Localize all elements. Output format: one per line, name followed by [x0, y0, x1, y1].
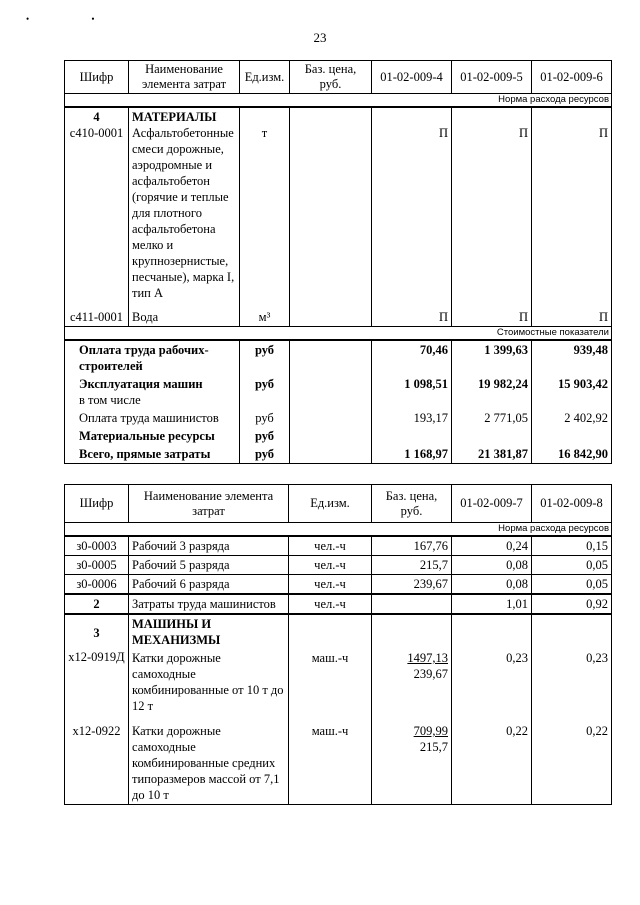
- table-row: [65, 649, 612, 722]
- machine-operator-price: 239,67: [413, 667, 448, 681]
- cost-subtitle: в том числе: [79, 393, 141, 407]
- cost-value: 15 903,42: [532, 375, 612, 409]
- table-row: [65, 340, 612, 375]
- cost-name: Оплата труда машинистов: [65, 409, 240, 427]
- table-row: [65, 536, 612, 556]
- cost-value: 2 402,92: [532, 409, 612, 427]
- cost-value: 1 399,63: [452, 340, 532, 375]
- item-unit: т: [240, 107, 290, 308]
- cost-value: 70,46: [372, 340, 452, 375]
- item-value: П: [532, 107, 612, 308]
- table-row: [65, 409, 612, 427]
- header-code: Шифр: [65, 61, 129, 94]
- operators-value: 0,92: [532, 594, 612, 614]
- machine-name: Катки дорожные самоходные комбинированные от 10 т до 12 т: [129, 649, 289, 722]
- cost-value: 939,48: [532, 340, 612, 375]
- machine-value: 0,23: [452, 649, 532, 722]
- section-title: МАТЕРИАЛЫ: [132, 110, 217, 124]
- worker-price: 239,67: [372, 575, 452, 595]
- worker-name: Рабочий 3 разряда: [129, 536, 289, 556]
- item-value: П: [372, 107, 452, 308]
- item-value: П: [452, 107, 532, 308]
- machine-value: 0,22: [532, 722, 612, 805]
- item-code: с410-0001: [69, 126, 124, 140]
- cost-name: Всего, прямые затраты: [65, 445, 240, 464]
- machine-value: 0,22: [452, 722, 532, 805]
- worker-unit: чел.-ч: [289, 556, 372, 575]
- worker-name: Рабочий 5 разряда: [129, 556, 289, 575]
- page-number: 23: [313, 30, 327, 45]
- worker-name: Рабочий 6 разряда: [129, 575, 289, 595]
- header-unit: Ед.изм.: [289, 485, 372, 523]
- item-name: Вода: [129, 308, 240, 327]
- worker-unit: чел.-ч: [289, 575, 372, 595]
- header-code: Шифр: [65, 485, 129, 523]
- table-row: [65, 308, 612, 327]
- header-price: Баз. цена, руб.: [290, 61, 372, 94]
- item-name: Асфальтобетонные смеси дорожные, аэродромные и асфальтобетон (горячие и теплые для плотного асфальтобетона мелко и крупнозернистые, песчаные), марка I, тип А: [132, 126, 235, 300]
- cost-value: 16 842,90: [532, 445, 612, 464]
- machine-code: х12-0919Д: [65, 649, 129, 722]
- cost-unit: руб: [240, 409, 290, 427]
- machine-price: 1497,13: [407, 651, 448, 665]
- worker-value: 0,08: [452, 556, 532, 575]
- worker-price: 215,7: [372, 556, 452, 575]
- worker-value: 0,05: [532, 575, 612, 595]
- norm-label: Норма расхода ресурсов: [65, 523, 612, 537]
- section-code: 3: [65, 614, 129, 649]
- cost-value: 1 168,97: [372, 445, 452, 464]
- cost-unit: руб: [240, 375, 290, 409]
- cost-value: 21 381,87: [452, 445, 532, 464]
- worker-value: 0,15: [532, 536, 612, 556]
- header-col2: 01-02-009-5: [452, 61, 532, 94]
- machine-value: 0,23: [532, 649, 612, 722]
- table-row: [65, 594, 612, 614]
- item-value: П: [452, 308, 532, 327]
- worker-unit: чел.-ч: [289, 536, 372, 556]
- table-row: [65, 722, 612, 805]
- cost-value: [372, 427, 452, 445]
- scan-marks: • •: [26, 14, 125, 24]
- cost-name: Оплата труда рабочих-строителей: [65, 340, 240, 375]
- operators-unit: чел.-ч: [289, 594, 372, 614]
- table-row: [65, 375, 612, 409]
- resource-table-2: [64, 484, 612, 805]
- norm-label: Норма расхода ресурсов: [65, 94, 612, 108]
- worker-value: 0,24: [452, 536, 532, 556]
- section-title: МАШИНЫ И МЕХАНИЗМЫ: [129, 614, 289, 649]
- cost-value: 1 098,51: [372, 375, 452, 409]
- cost-value: 19 982,24: [452, 375, 532, 409]
- table-row: [65, 556, 612, 575]
- header-price: Баз. цена, руб.: [372, 485, 452, 523]
- header-col1: 01-02-009-7: [452, 485, 532, 523]
- cost-name: Материальные ресурсы: [65, 427, 240, 445]
- header-col1: 01-02-009-4: [372, 61, 452, 94]
- machine-code: х12-0922: [65, 722, 129, 805]
- worker-code: з0-0006: [65, 575, 129, 595]
- cost-value: 2 771,05: [452, 409, 532, 427]
- worker-code: з0-0003: [65, 536, 129, 556]
- machine-name: Катки дорожные самоходные комбинированные средних типоразмеров массой от 7,1 до 10 т: [129, 722, 289, 805]
- header-name: Наименование элемента затрат: [129, 61, 240, 94]
- header-name: Наименование элемента затрат: [129, 485, 289, 523]
- cost-unit: руб: [240, 340, 290, 375]
- cost-unit: руб: [240, 445, 290, 464]
- table-row: [65, 575, 612, 595]
- operators-name: Затраты труда машинистов: [129, 594, 289, 614]
- cost-value: 193,17: [372, 409, 452, 427]
- cost-value: [532, 427, 612, 445]
- item-value: П: [372, 308, 452, 327]
- cost-unit: руб: [240, 427, 290, 445]
- machine-unit: маш.-ч: [289, 722, 372, 805]
- worker-value: 0,08: [452, 575, 532, 595]
- machine-unit: маш.-ч: [289, 649, 372, 722]
- header-col3: 01-02-009-6: [532, 61, 612, 94]
- item-unit: м³: [240, 308, 290, 327]
- section-code: 4: [93, 110, 100, 124]
- item-value: П: [532, 308, 612, 327]
- worker-value: 0,05: [532, 556, 612, 575]
- cost-value: [452, 427, 532, 445]
- operators-value: 1,01: [452, 594, 532, 614]
- machine-price: 709,99: [413, 724, 448, 738]
- table-row: [65, 445, 612, 464]
- resource-table-1: [64, 60, 612, 464]
- table-row: [65, 107, 612, 308]
- table-row: [65, 614, 612, 649]
- item-code: с411-0001: [65, 308, 129, 327]
- header-unit: Ед.изм.: [240, 61, 290, 94]
- cost-label: Стоимостные показатели: [65, 327, 612, 341]
- table-row: [65, 427, 612, 445]
- machine-operator-price: 215,7: [419, 740, 448, 754]
- operators-code: 2: [65, 594, 129, 614]
- worker-code: з0-0005: [65, 556, 129, 575]
- header-col2: 01-02-009-8: [532, 485, 612, 523]
- cost-name: Эксплуатация машин: [79, 377, 203, 391]
- worker-price: 167,76: [372, 536, 452, 556]
